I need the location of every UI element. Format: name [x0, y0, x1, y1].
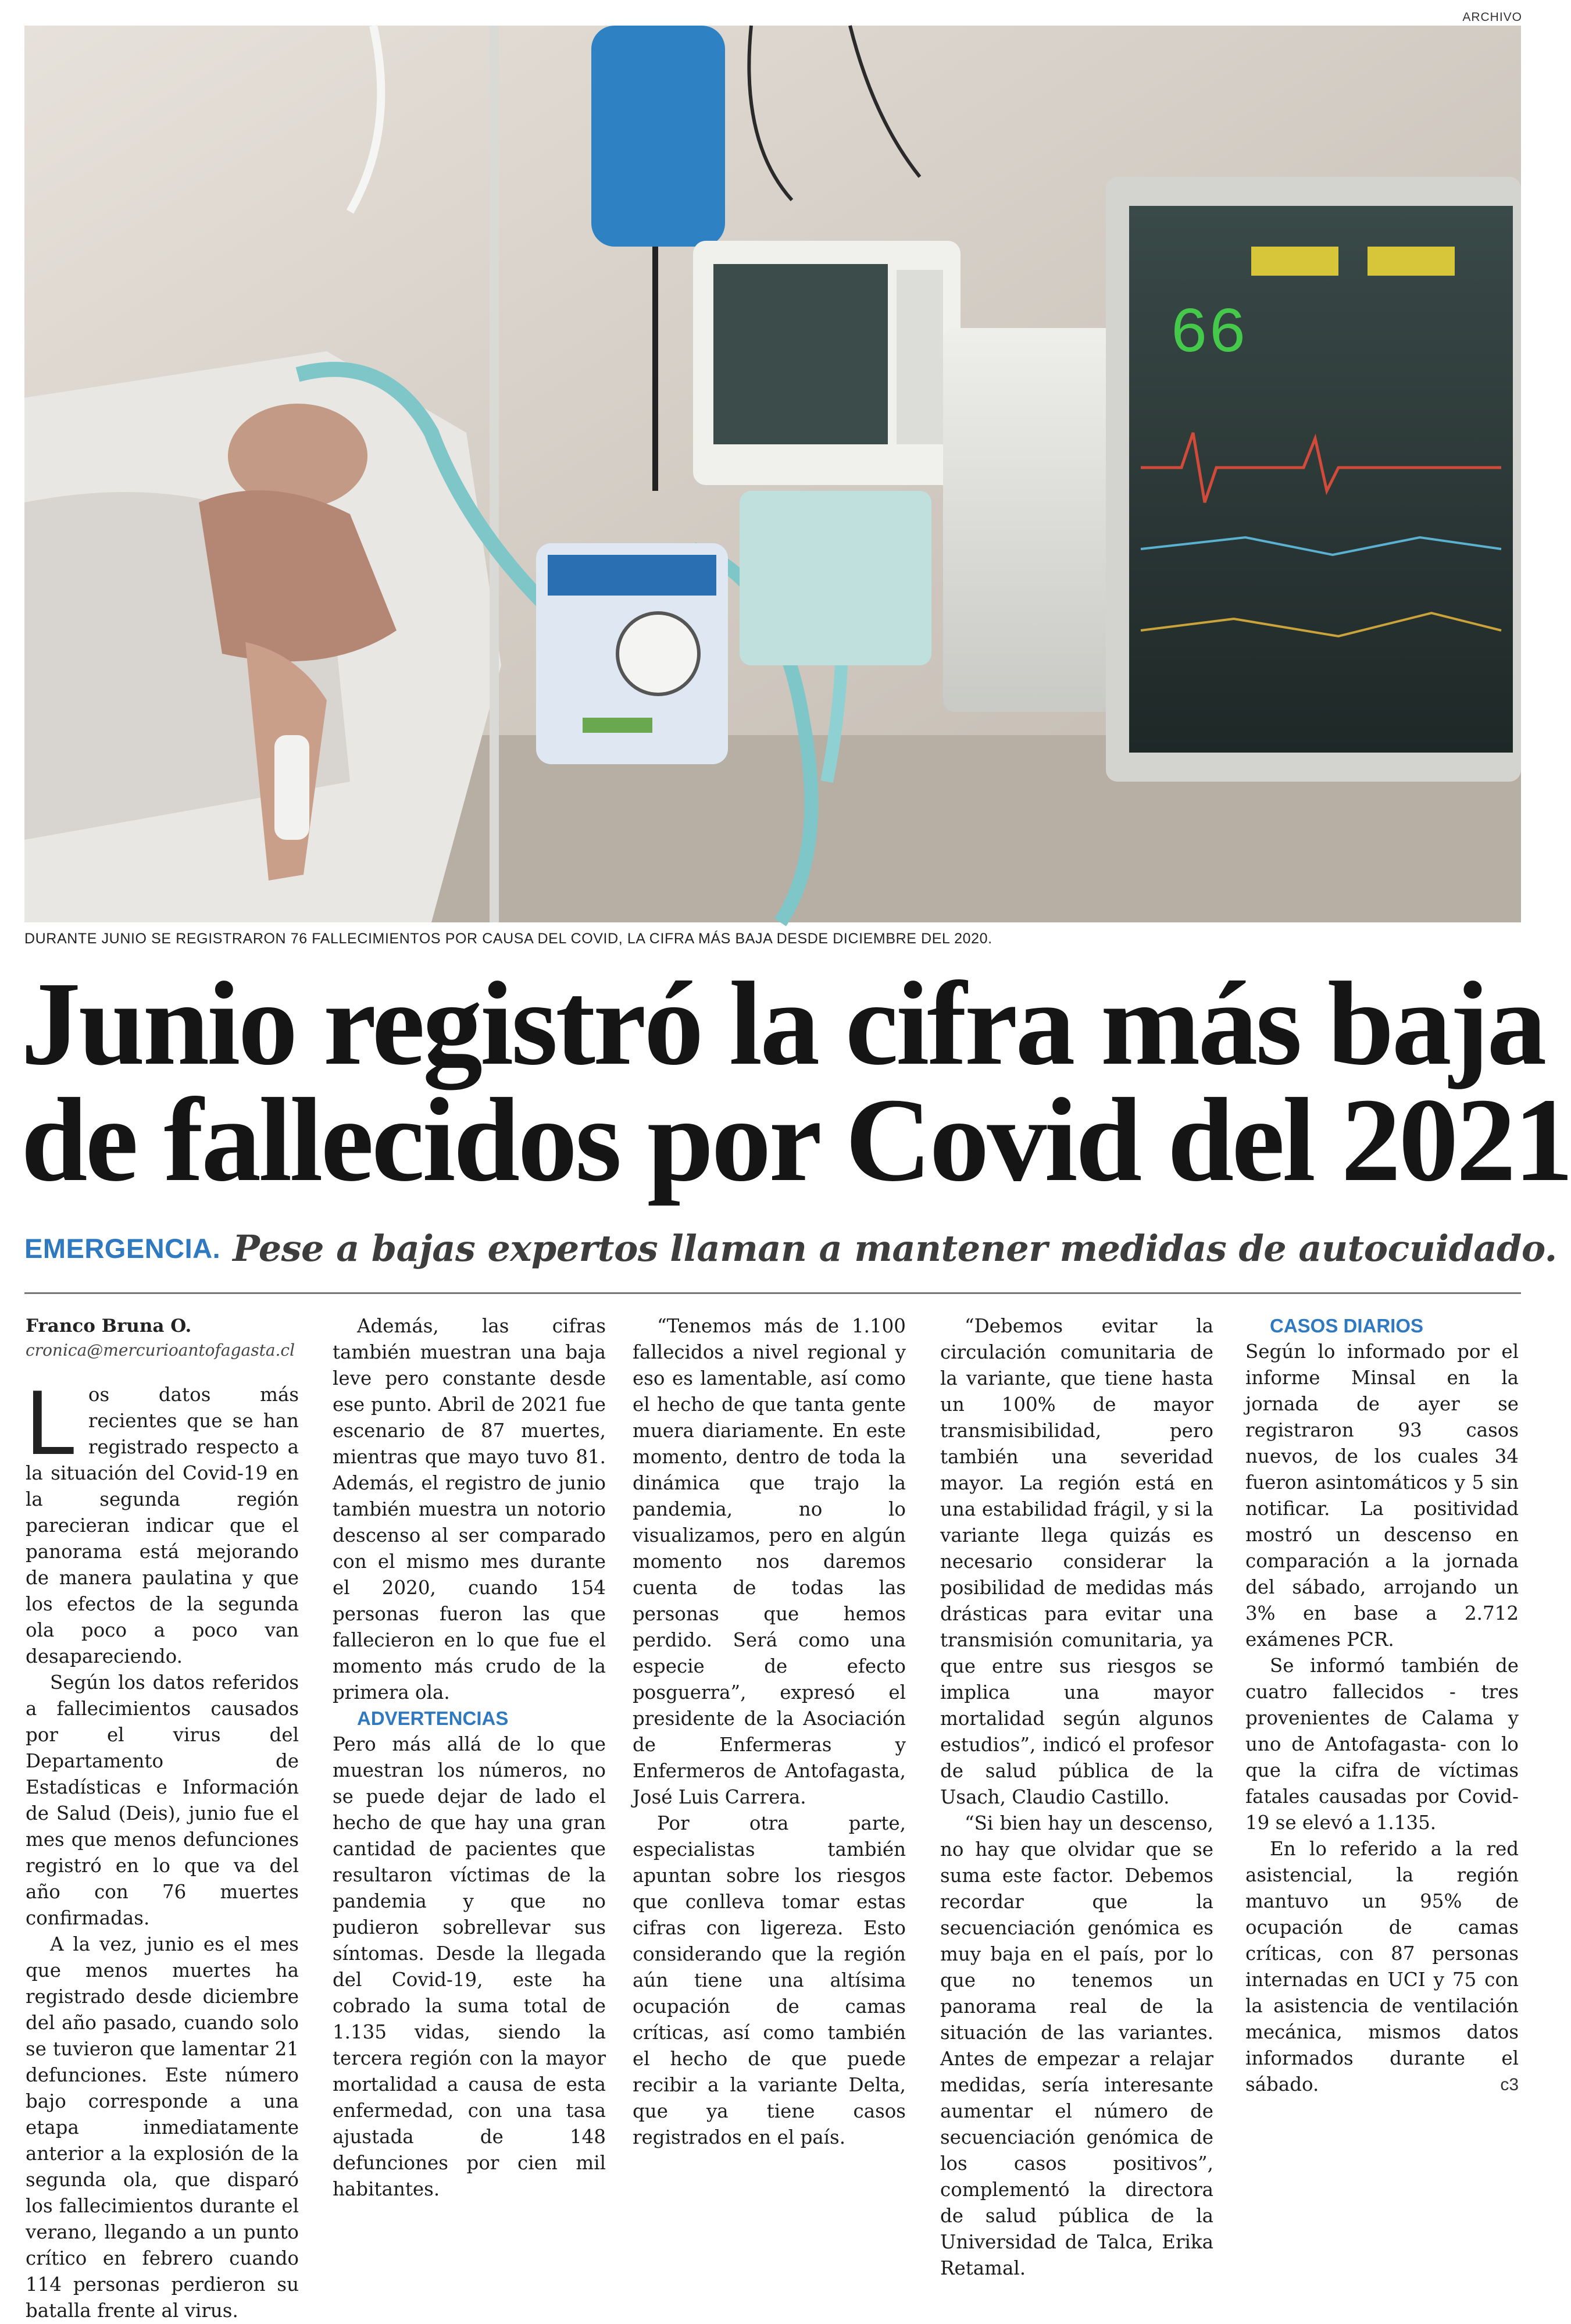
article-column-1 — [26, 1313, 299, 2322]
article-paragraph — [26, 1371, 299, 1670]
headline-line-1: Junio registró la cifra más baja — [21, 957, 1545, 1090]
article-paragraph: “Tenemos más de 1.100 fallecidos a nivel regional y eso es lamentable, así como el hecho de que tanta gente muera diariamente. En este momento, dentro de toda la dinámica que trajo la pandemia, no lo visualizamos, pero en algún momento nos daremos cuenta de todas las personas que hemos perdido. Será como una especie de efecto posguerra”, expresó el presidente de la Asociación de Enfermeras y Enfermeros de Antofagasta, José Luis Carrera. — [633, 1315, 906, 1808]
section-subtitle-advertencias: ADVERTENCIAS — [357, 1708, 509, 1729]
article-column-3 — [633, 1313, 906, 2148]
article-paragraph: Según lo informado por el informe Minsal en la jornada de ayer se registraron 93 casos nuevos, de los cuales 34 fueron asintomáticos y 5 sin notificar. La positividad mostró un descenso en comparación a la jornada del sábado, arrojando un 3% en base a 2.712 exámenes PCR. — [1245, 1341, 1519, 1651]
paragraph-text: En lo referido a la red asistencial, la región mantuvo un 95% de ocupación de camas críticas, con 87 personas internadas en UCI y 75 con la asistencia de ventilación mecánica, mismos datos informados durante el sábado. — [1245, 1838, 1519, 2095]
article-paragraph — [1245, 1836, 1519, 2098]
photo-credit: ARCHIVO — [1462, 10, 1522, 24]
byline-author: Franco Bruna O. — [26, 1316, 192, 1336]
article-paragraph: A la vez, junio es el mes que menos muertes ha registrado desde diciembre del año pasado, cuando solo se tuvieron que lamentar 21 defunciones. Este número bajo corresponde a una etapa inmediatamente anterior a la explosión de la segunda ola, que disparó los fallecimientos durante el verano, llegando a un punto crítico en febrero cuando 114 personas perdieron su batalla frente al virus. — [26, 1933, 299, 2322]
article-column-4 — [940, 1313, 1213, 2279]
drop-cap: L — [26, 1371, 77, 1474]
headline — [21, 957, 1571, 1206]
byline-email: cronica@mercurioantofagasta.cl — [26, 1341, 295, 1360]
article-paragraph: Se informó también de cuatro fallecidos - tres provenientes de Calama y uno de Antofagasta- con lo que la cifra de víctimas fatales causadas por Covid-19 se elevó a 1.135. — [1245, 1655, 1519, 1834]
section-kicker: EMERGENCIA. — [24, 1233, 221, 1264]
article-paragraph: “Debemos evitar la circulación comunitaria de la variante, que tiene hasta un 100% de mayor transmisibilidad, pero también una severidad mayor. La región está en una estabilidad frágil, y si la variante llega quizás es necesario considerar la posibilidad de medidas más drásticas para evitar una transmisión comunitaria, ya que entre sus riesgos se implica una mayor mortalidad según algunos estudios”, indicó el profesor de salud pública de la Usach, Claudio Castillo. — [940, 1315, 1213, 1808]
photo-caption: DURANTE JUNIO SE REGISTRARON 76 FALLECIMIENTOS POR CAUSA DEL COVID, LA CIFRA MÁS BAJA DESDE DICIEMBRE DEL 2020. — [24, 931, 992, 947]
paragraph-text: os datos más recientes que se han registrado respecto a la situación del Covid-19 en la segunda región parecieran indicar que el panorama está mejorando de manera paulatina y que los efectos de la segunda ola poco a poco van desapareciendo. — [26, 1384, 299, 1667]
article-paragraph: “Si bien hay un descenso, no hay que olvidar que se suma este factor. Debemos recordar que la secuenciación genómica es muy baja en el país, por lo que no tenemos un panorama real de la situación de las variantes. Antes de empezar a relajar medidas, sería interesante aumentar el número de secuenciación genómica de los casos positivos”, complementó la directora de salud pública de la Universidad de Talca, Erika Retamal. — [940, 1812, 1213, 2279]
divider — [24, 1292, 1521, 1294]
article-paragraph: Según los datos referidos a fallecimientos causados por el virus del Departamento de Estadísticas e Información de Salud (Deis), junio fue el mes que menos defunciones registró en lo que va del año con 76 muertes confirmadas. — [26, 1671, 299, 1929]
article-column-5 — [1245, 1313, 1519, 2139]
icu-scene-image — [24, 26, 1521, 922]
hospital-photo — [24, 26, 1521, 922]
article-paragraph: Además, las cifras también muestran una baja leve pero constante desde ese punto. Abril de 2021 fue escenario de 87 muertes, mientras que mayo tuvo 81. Además, el registro de junio también muestra un notorio descenso al ser comparado con el mismo mes durante el 2020, cuando 154 personas fueron las que fallecieron en lo que fue el momento más crudo de la primera ola. — [333, 1315, 606, 1703]
article-paragraph: Pero más allá de lo que muestran los números, no se puede dejar de lado el hecho de que hay una gran cantidad de pacientes que resultaron víctimas de la pandemia y que no pudieron sobrellevar sus síntomas. Desde la llegada del Covid-19, este ha cobrado la suma total de 1.135 vidas, siendo la tercera región con la mayor mortalidad a causa de esta enfermedad, con una tasa ajustada de 148 defunciones por cien mil habitantes. — [333, 1733, 606, 2200]
headline-line-2: de fallecidos por Covid del 2021 — [21, 1073, 1571, 1206]
monitor-reading: 66 — [1170, 298, 1247, 371]
section-subtitle-casos-diarios: CASOS DIARIOS — [1270, 1315, 1424, 1336]
article-column-2 — [333, 1313, 606, 2200]
deck — [24, 1227, 1557, 1270]
subheadline: Pese a bajas expertos llaman a mantener medidas de autocuidado. — [233, 1227, 1557, 1270]
end-mark: c3 — [1500, 2075, 1519, 2094]
article-paragraph: Por otra parte, especialistas también apuntan sobre los riesgos que conlleva tomar estas cifras con ligereza. Esto considerando que la región aún tiene una altísima ocupación de camas críticas, así como también el hecho de que puede recibir a la variante Delta, que ya tiene casos registrados en el país. — [633, 1812, 906, 2148]
